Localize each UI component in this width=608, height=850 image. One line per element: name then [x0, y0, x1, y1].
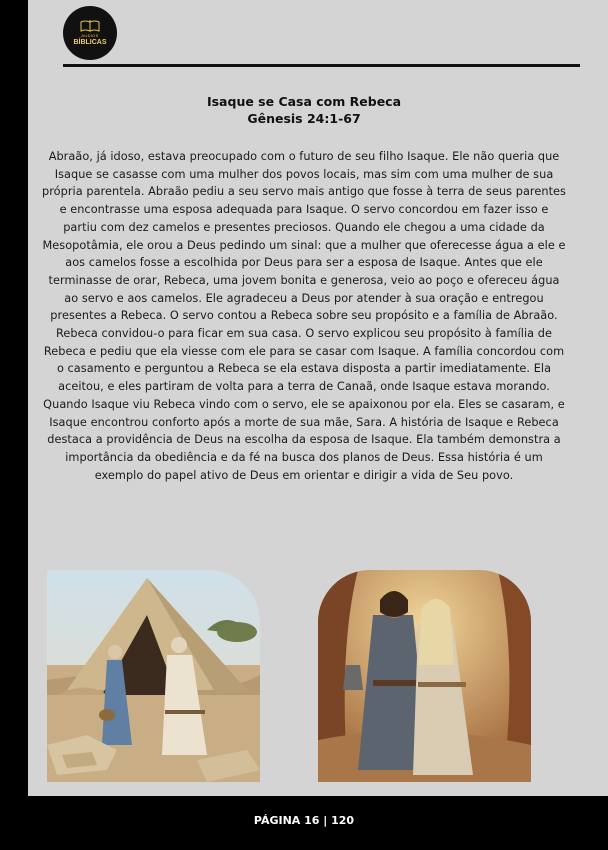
isaac-rebecca-illustration [318, 570, 531, 782]
article-body: Abraão, já idoso, estava preocupado com o futuro de seu filho Isaque. Ele não queria que Isaque se casasse com uma mulher dos povos locais, mas sim com uma mulher de sua própria parentela. Abraão pediu a seu servo mais antigo que fosse à terra de seus parentes e encontrasse uma esposa adequada para Isaque. O servo concordou em fazer isso e partiu com dez camelos e presentes preciosos. Quando ele chegou a uma cidade da Mesopotâmia, ele orou a Deus pedindo um sinal: que a mulher que oferecesse água a ele e aos camelos fosse a escolhida por Deus para ser a esposa de Isaque. Antes que ele terminasse de orar, Rebeca, uma jovem bonita e generosa, veio ao poço e ofereceu água ao servo e aos camelos. Ele agradeceu a Deus por atender à sua oração e entregou presentes a Rebeca. O servo contou a Rebeca sobre seu propósito e a família de Abraão. Rebeca convidou-o para ficar em sua casa. O servo explicou seu propósito à família de Rebeca e pediu que ela viesse com ele para se casar com Isaque. A família concordou com o casamento e perguntou a Rebeca se ela estava disposta a partir imediatamente. Ela aceitou, e eles partiram de volta para a terra de Canaã, onde Isaque estava morando. Quando Isaque viu Rebeca vindo com o servo, ele se apaixonou por ela. Eles se casaram, e Isaque encontrou conforto após a morte de sua mãe, Sara. A história de Isaque e Rebeca destaca a providência de Deus na escolha da esposa de Isaque. Ela também demonstra a importância da obediência e da fé na busca dos planos de Deus. Essa história é um exemplo do papel ativo de Deus em orientar e dirigir a vida de Seu povo. [42, 150, 566, 482]
article-title: Isaque se Casa com Rebeca [206, 94, 402, 109]
tent-scene-illustration [47, 570, 260, 782]
article-heading [28, 93, 580, 127]
header-divider [63, 64, 580, 67]
page-number: PÁGINA 16 | 120 [253, 814, 355, 827]
article-reference: Gênesis 24:1-67 [247, 111, 361, 126]
audios-biblicas-logo [63, 6, 117, 60]
logo-name: BÍBLICAS [73, 39, 107, 46]
open-book-icon [80, 19, 100, 32]
logo-top-text: AUDIOS [81, 33, 99, 38]
